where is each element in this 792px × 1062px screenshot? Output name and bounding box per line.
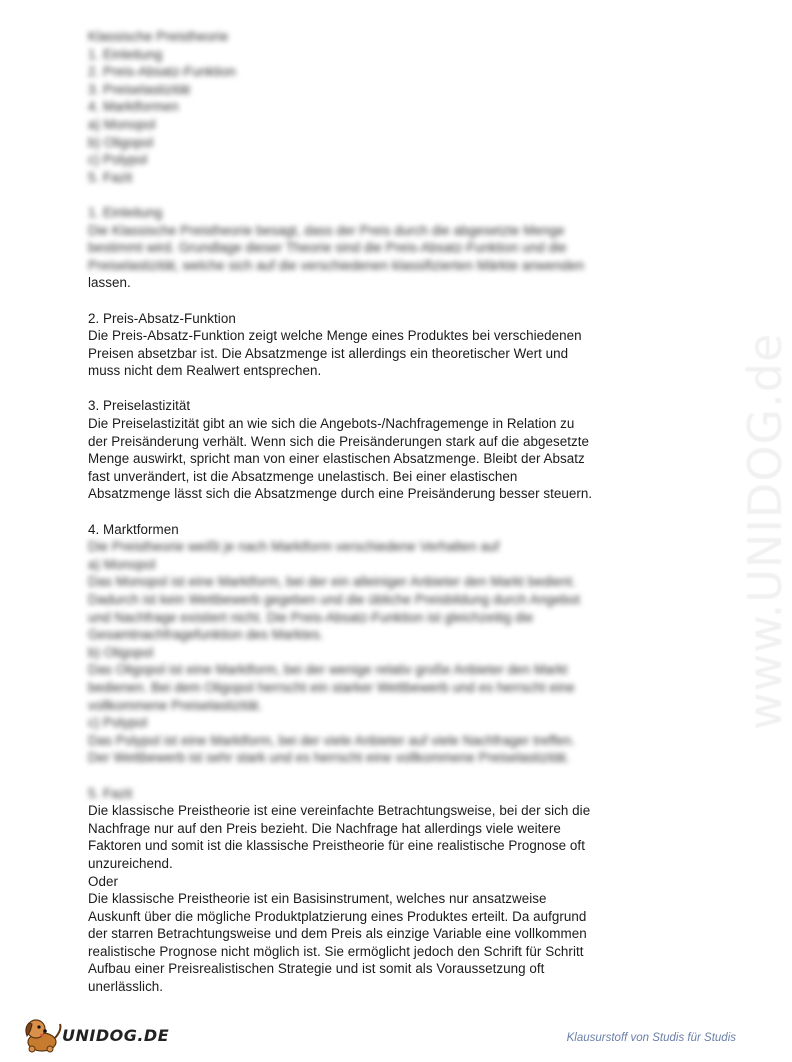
outline-item: 2. Preis-Absatz-Funktion: [88, 64, 236, 80]
paragraph-line: realistische Prognose nicht möglich ist. Sie ermöglicht jedoch den Schrift für Schritt: [88, 943, 584, 959]
section-heading: 4. Marktformen: [88, 521, 179, 537]
paragraph-line: der Preisänderung verhält. Wenn sich die Preisänderungen stark auf die abgesetzte: [88, 433, 590, 449]
watermark: [688, 300, 792, 780]
outline-item: 5. Fazit: [88, 169, 133, 185]
paragraph-line: unerlässlich.: [88, 979, 164, 995]
watermark-text: www.UNIDOG.de: [738, 332, 792, 730]
paragraph-line: Aufbau einer Preisrealistischen Strategie und ist somit als Voraussetzung oft: [88, 961, 545, 977]
paragraph-line: vollkommene Preiselastizität.: [88, 697, 263, 713]
outline-item: a) Monopol: [88, 116, 156, 132]
section-heading: 5. Fazit: [88, 785, 133, 801]
paragraph-line: Preiselastizität, welche sich auf die verschiedenen klassifizierten Märkte anwenden: [88, 257, 585, 273]
outline-item: 4. Marktformen: [88, 99, 179, 115]
dog-mascot-icon: [20, 1014, 68, 1054]
logo-text: UNIDOG.DE: [62, 1026, 170, 1045]
paragraph-line: Die Preistheorie weißt je nach Marktform verschiedene Verhalten auf: [88, 539, 500, 555]
paragraph-line: unzureichend.: [88, 855, 173, 871]
paragraph-line: der starren Betrachtungsweise und dem Preis als einzige Variable eine vollkommen: [88, 926, 587, 942]
paragraph-line: Die klassische Preistheorie ist ein Basisinstrument, welches nur ansatzweise: [88, 891, 547, 907]
section-heading: 2. Preis-Absatz-Funktion: [88, 310, 236, 326]
paragraph-line: Das Monopol ist eine Marktform, bei der ein alleiniger Anbieter den Markt bedient.: [88, 574, 576, 590]
paragraph-line: Menge auswirkt, spricht man von einer elastischen Absatzmenge. Bleibt der Absatz: [88, 451, 585, 467]
paragraph-line: Die Klassische Preistheorie besagt, dass der Preis durch die abgesetzte Menge: [88, 222, 565, 238]
outline-item: b) Oligopol: [88, 134, 154, 150]
outline-item: c) Polypol: [88, 152, 148, 168]
paragraph-line: fast unverändert, ist die Absatzmenge unelastisch. Bei einer elastischen: [88, 468, 518, 484]
paragraph-line: Oder: [88, 873, 118, 889]
paragraph-line: Das Oligopol ist eine Marktform, bei der wenige relativ große Anbieter den Markt: [88, 662, 568, 678]
section-preis-absatz-funktion: [88, 310, 654, 380]
paragraph-line: Die Preiselastizität gibt an wie sich die Angebots-/Nachfragemenge in Relation zu: [88, 416, 575, 432]
paragraph-line: Das Polypol ist eine Marktform, bei der viele Anbieter auf viele Nachfrager treffen.: [88, 732, 575, 748]
section-einleitung: [88, 204, 654, 292]
section-marktformen: [88, 521, 654, 767]
unidog-logo[interactable]: [20, 1014, 170, 1054]
outline-title: Klassische Preistheorie: [88, 29, 229, 44]
paragraph-line: Absatzmenge lässt sich die Absatzmenge durch eine Preisänderung besser steuern.: [88, 486, 593, 502]
paragraph-line: bedienen. Bei dem Oligopol herrscht ein starker Wettbewerb und es herrscht eine: [88, 679, 575, 695]
paragraph-line: muss nicht dem Realwert entsprechen.: [88, 363, 322, 379]
document-body: [88, 28, 654, 996]
subsection-heading: a) Monopol: [88, 556, 156, 572]
paragraph-line: bestimmt wird. Grundlage dieser Theorie sind die Preis-Absatz-Funktion und die: [88, 240, 567, 256]
paragraph-line: Preisen absetzbar ist. Die Absatzmenge ist allerdings ein theoretischer Wert und: [88, 345, 569, 361]
outline: [88, 28, 654, 186]
paragraph-line: Der Wettbewerb ist sehr stark und es herrscht eine vollkommene Preiselastizität.: [88, 750, 570, 766]
section-preiselastizitaet: [88, 397, 654, 503]
subsection-heading: c) Polypol: [88, 715, 148, 731]
paragraph-line: lassen.: [88, 275, 131, 291]
subsection-heading: b) Oligopol: [88, 644, 154, 660]
paragraph-line: Nachfrage nur auf den Preis bezieht. Die Nachfrage hat allerdings viele weitere: [88, 820, 561, 836]
paragraph-line: Auskunft über die mögliche Produktplatzierung eines Produktes erteilt. Da aufgrund: [88, 908, 587, 924]
section-fazit: [88, 785, 654, 996]
section-heading: 3. Preiselastizität: [88, 398, 191, 414]
paragraph-line: Gesamtnachfragefunktion des Marktes.: [88, 627, 324, 643]
paragraph-line: Faktoren und somit ist die klassische Preistheorie für eine realistische Prognose oft: [88, 838, 585, 854]
paragraph-line: und Nachfrage existiert nicht. Die Preis-Absatz-Funktion ist gleichzeitig die: [88, 609, 534, 625]
paragraph-line: Dadurch ist kein Wettbewerb gegeben und die übliche Preisbildung durch Angebot: [88, 592, 580, 607]
section-heading: 1. Einleitung: [88, 204, 163, 220]
paragraph-line: Die klassische Preistheorie ist eine vereinfachte Betrachtungsweise, bei der sich die: [88, 803, 591, 819]
footer-tagline: Klausurstoff von Studis für Studis: [566, 1032, 736, 1044]
outline-item: 3. Preiselastizität: [88, 81, 191, 97]
paragraph-line: Die Preis-Absatz-Funktion zeigt welche Menge eines Produktes bei verschiedenen: [88, 328, 582, 344]
outline-item: 1. Einleitung: [88, 46, 163, 62]
